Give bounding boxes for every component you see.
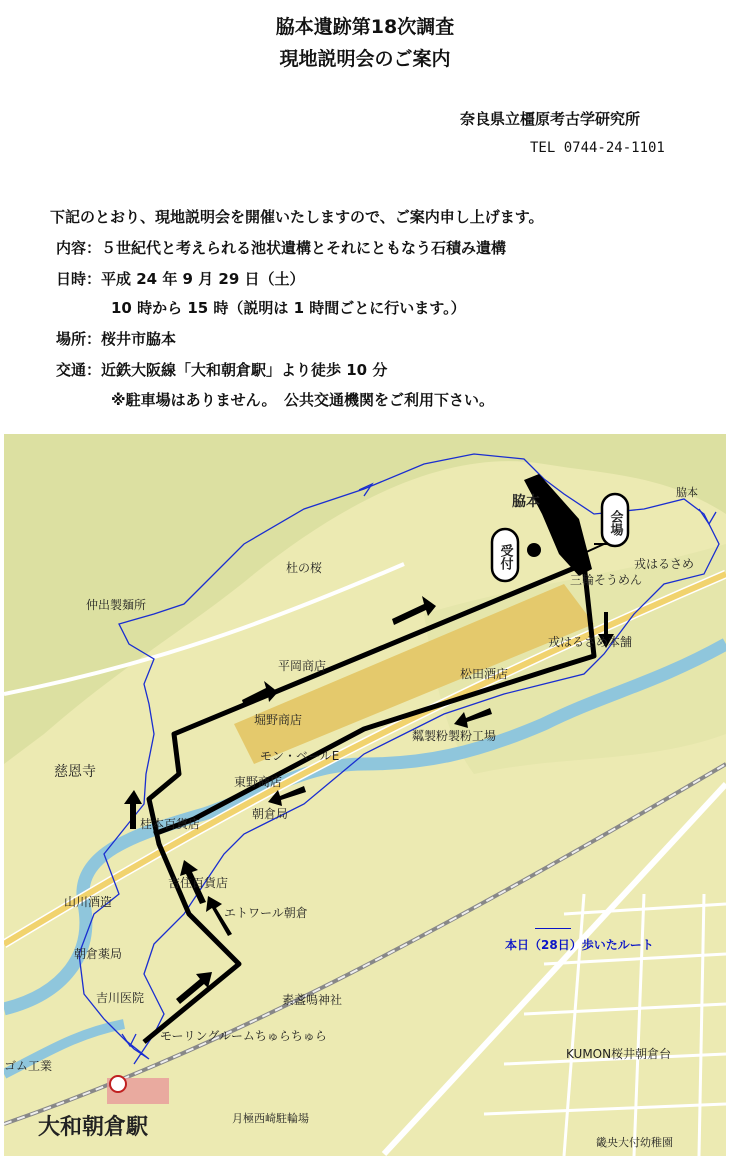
label-tearoom: モーリングルームちゅらちゅら [160, 1029, 327, 1043]
label-nakade: 仲出製麺所 [86, 598, 147, 612]
label-sakura: 杜の桜 [286, 561, 323, 575]
intro-text: 下記のとおり、現地説明会を開催いたしますので、ご案内申し上げます。 [50, 208, 544, 226]
label-kumon: KUMON桜井朝倉台 [566, 1047, 672, 1061]
label-shop: 堀野商店 [254, 713, 303, 727]
label-matsuda: 松田酒店 [460, 667, 509, 681]
place-text: 場所：桜井市脇本 [56, 330, 177, 348]
label-reception: 受付 [497, 544, 513, 570]
time-text: 10 時から 15 時（説明は 1 時間ごとに行います。） [111, 299, 466, 317]
parking-text: ※駐車場はありません。 公共交通機関をご利用下さい。 [111, 391, 494, 409]
label-bicycle: 月極西崎駐輪場 [232, 1112, 309, 1125]
label-higashi: 東野商店 [234, 775, 283, 789]
label-kindergarten: 畿央大付幼稚園 [596, 1136, 673, 1149]
title-line2: 現地説明会のご案内 [279, 48, 451, 70]
label-seimen: 𥻘製粉製粉工場 [412, 729, 497, 743]
label-rubber: ゴム工業 [4, 1059, 53, 1073]
date-text: 日時：平成 24 年 9 月 29 日（土） [56, 270, 305, 288]
station-icon [110, 1076, 126, 1092]
label-station: 大和朝倉駅 [38, 1115, 149, 1140]
label-venue: 会場 [607, 510, 623, 536]
label-hiraoka: 平岡商店 [278, 659, 327, 673]
tel: TEL 0744-24-1101 [530, 140, 665, 156]
label-asakura-shop: 朝倉薬局 [74, 947, 123, 961]
label-yoshikawa: 吉川医院 [96, 991, 145, 1005]
label-monbel: モン・ベールE [260, 749, 340, 763]
content-text: 内容：５世紀代と考えられる池状遺構とそれにともなう石積み遺構 [56, 239, 507, 257]
reception-marker [527, 543, 541, 557]
label-jionji: 慈恩寺 [54, 764, 96, 780]
label-wakimoto-small: 脇本 [676, 486, 698, 499]
label-harusame: 戎はるさめ本舗 [548, 635, 633, 649]
label-harusame2: 戎はるさめ [634, 557, 695, 571]
label-kinoto: 桂本百貨店 [140, 817, 201, 831]
label-susano: 素盞嗚神社 [282, 993, 343, 1007]
route-map [4, 434, 726, 1156]
label-yoshizumi: 吉住百貨店 [168, 876, 229, 890]
label-etoile: エトワール朝倉 [224, 906, 308, 920]
label-yamakawa: 山川酒造 [64, 895, 113, 909]
transport-text: 交通：近鉄大阪線「大和朝倉駅」より徒歩 10 分 [56, 361, 388, 379]
label-asakura-po: 朝倉局 [252, 807, 289, 821]
label-mitsuwa: 三輪そうめん [570, 573, 643, 587]
organization: 奈良県立橿原考古学研究所 [460, 110, 641, 128]
label-wakimoto: 脇本 [512, 494, 540, 510]
title-line1: 脇本遺跡第18次調査 [275, 16, 455, 38]
route-note: 本日（28日）歩いたルート [505, 938, 654, 952]
